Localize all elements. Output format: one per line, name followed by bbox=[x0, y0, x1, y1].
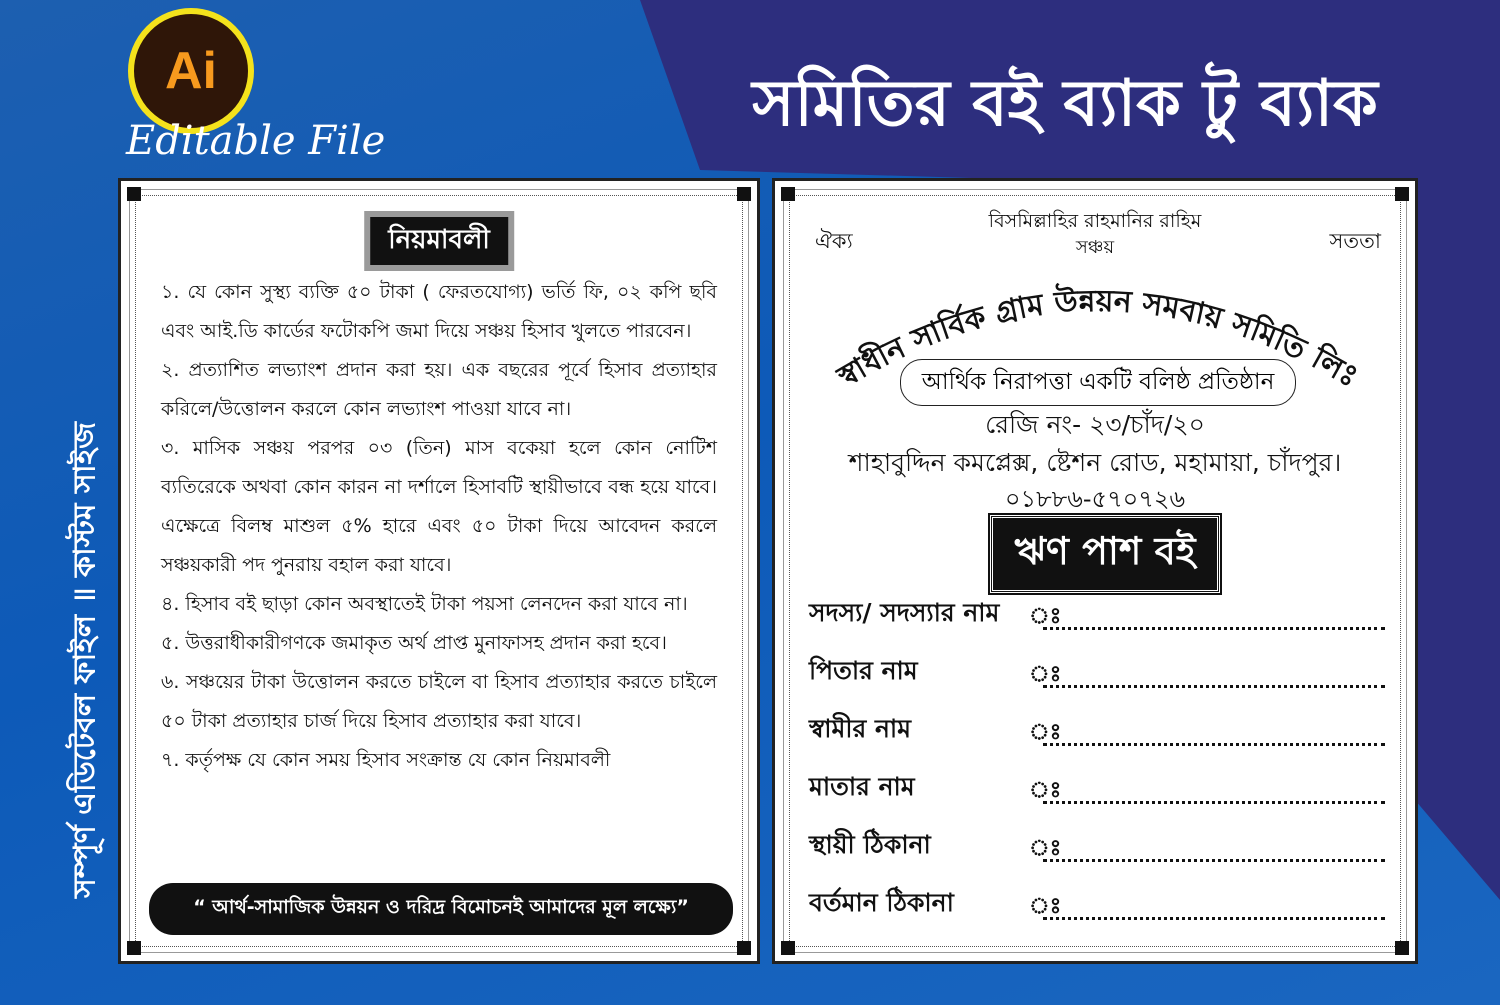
field-colon: ঃ bbox=[1029, 662, 1062, 687]
rule-item: ৭. কর্তৃপক্ষ যে কোন সময় হিসাব সংক্রান্ত যে কোন নিয়মাবলী bbox=[161, 749, 611, 771]
field-colon: ঃ bbox=[1029, 720, 1062, 745]
permanent-address-field[interactable] bbox=[809, 825, 1385, 868]
honesty-word: সততা bbox=[1329, 229, 1381, 253]
field-colon: ঃ bbox=[1029, 778, 1062, 803]
rules-page bbox=[118, 178, 760, 964]
field-colon: ঃ bbox=[1029, 604, 1062, 629]
field-colon: ঃ bbox=[1029, 836, 1062, 861]
field-line[interactable] bbox=[1043, 784, 1385, 804]
corner-ornament bbox=[127, 941, 141, 955]
corner-ornament bbox=[737, 941, 751, 955]
member-name-field[interactable] bbox=[809, 593, 1385, 636]
rules-list bbox=[161, 273, 717, 780]
rule-item: ২. প্রত্যাশিত লভ্যাংশ প্রদান করা হয়। এক বছরের পূর্বে হিসাব প্রত্যাহার করিলে/উত্তোলন করলে কোন লভ্যাংশ পাওয়া যাবে না। bbox=[161, 359, 717, 420]
phone-number: ০১৮৮৬-৫৭০৭২৬ bbox=[1004, 485, 1186, 513]
field-colon: ঃ bbox=[1029, 894, 1062, 919]
tagline: আর্থিক নিরাপত্তা একটি বলিষ্ঠ প্রতিষ্ঠান bbox=[900, 359, 1296, 406]
field-line[interactable] bbox=[1043, 842, 1385, 862]
corner-ornament bbox=[1395, 941, 1409, 955]
corner-ornament bbox=[781, 187, 795, 201]
father-name-field[interactable] bbox=[809, 651, 1385, 694]
field-line[interactable] bbox=[1043, 726, 1385, 746]
field-line[interactable] bbox=[1043, 610, 1385, 630]
address: শাহাবুদ্দিন কমপ্লেক্স, ষ্টেশন রোড, মহামায়া, চাঁদপুর। bbox=[848, 448, 1342, 477]
corner-ornament bbox=[1395, 187, 1409, 201]
logo-text: Ai bbox=[165, 42, 217, 100]
field-label: মাতার নাম bbox=[809, 772, 915, 801]
logo-caption: Editable File bbox=[126, 118, 386, 164]
corner-ornament bbox=[781, 941, 795, 955]
field-label: পিতার নাম bbox=[809, 656, 918, 685]
registration-number: রেজি নং- ২৩/চাঁদ/২০ bbox=[985, 410, 1205, 439]
rule-item: ৩. মাসিক সঞ্চয় পরপর ০৩ (তিন) মাস বকেয়া হলে কোন নোটিশ ব্যতিরেকে অথবা কোন কারন না দর্শালে হিসাবটি স্থায়ীভাবে বন্ধ হয়ে যাবে। এক্ষেত্রে বিলম্ব মাশুল ৫% হারে এবং ৫০ টাকা দিয়ে আবেদন করলে সঞ্চয়কারী পদ পুনরায় বহাল করা যাবে। bbox=[161, 437, 717, 576]
field-label: স্বামীর নাম bbox=[809, 714, 912, 743]
savings-label: সঞ্চয় bbox=[1075, 237, 1115, 258]
field-line[interactable] bbox=[1043, 668, 1385, 688]
rules-heading: নিয়মাবলী bbox=[370, 217, 508, 265]
motto-banner: “ আর্থ-সামাজিক উন্নয়ন ও দরিদ্র বিমোচনই আমাদের মূল লক্ষ্যে” bbox=[149, 883, 733, 935]
corner-ornament bbox=[737, 187, 751, 201]
field-label: বর্তমান ঠিকানা bbox=[809, 888, 954, 917]
book-title: ঋণ পাশ বই bbox=[990, 515, 1220, 593]
field-line[interactable] bbox=[1043, 900, 1385, 920]
side-caption: সম্পূর্ণ এডিটেবল ফাইল ॥ কাস্টম সাইজ bbox=[67, 422, 103, 898]
husband-name-field[interactable] bbox=[809, 709, 1385, 752]
illustrator-logo-icon bbox=[128, 8, 254, 134]
rule-item: ৬. সঞ্চয়ের টাকা উত্তোলন করতে চাইলে বা হিসাব প্রত্যাহার করতে চাইলে ৫০ টাকা প্রত্যাহার চার্জ দিয়ে হিসাব প্রত্যাহার করা যাবে। bbox=[161, 671, 717, 732]
rule-item: ৪. হিসাব বই ছাড়া কোন অবস্থাতেই টাকা পয়সা লেনদেন করা যাবে না। bbox=[161, 593, 688, 615]
mother-name-field[interactable] bbox=[809, 767, 1385, 810]
field-label: স্থায়ী ঠিকানা bbox=[809, 830, 931, 859]
unity-word: ঐক্য bbox=[815, 229, 853, 253]
rule-item: ৫. উত্তরাধীকারীগণকে জমাকৃত অর্থ প্রাপ্ত মুনাফাসহ প্রদান করা হবে। bbox=[161, 632, 667, 654]
cover-page bbox=[772, 178, 1418, 964]
org-name: স্বাধীন সার্বিক গ্রাম উন্নয়ন সমবায় সমিতি লিঃ bbox=[831, 283, 1364, 395]
rule-item: ১. যে কোন সুস্থ্য ব্যক্তি ৫০ টাকা ( ফেরতযোগ্য) ভর্তি ফি, ০২ কপি ছবি এবং আই.ডি কার্ডের ফটোকপি জমা দিয়ে সঞ্চয় হিসাব খুলতে পারবেন। bbox=[161, 281, 717, 342]
field-label: সদস্য/ সদস্যার নাম bbox=[809, 598, 1000, 627]
page-title: সমিতির বই ব্যাক টু ব্যাক bbox=[752, 67, 1378, 141]
bismillah: বিসমিল্লাহির রাহমানির রাহিম bbox=[988, 210, 1202, 232]
corner-ornament bbox=[127, 187, 141, 201]
present-address-field[interactable] bbox=[809, 883, 1385, 926]
